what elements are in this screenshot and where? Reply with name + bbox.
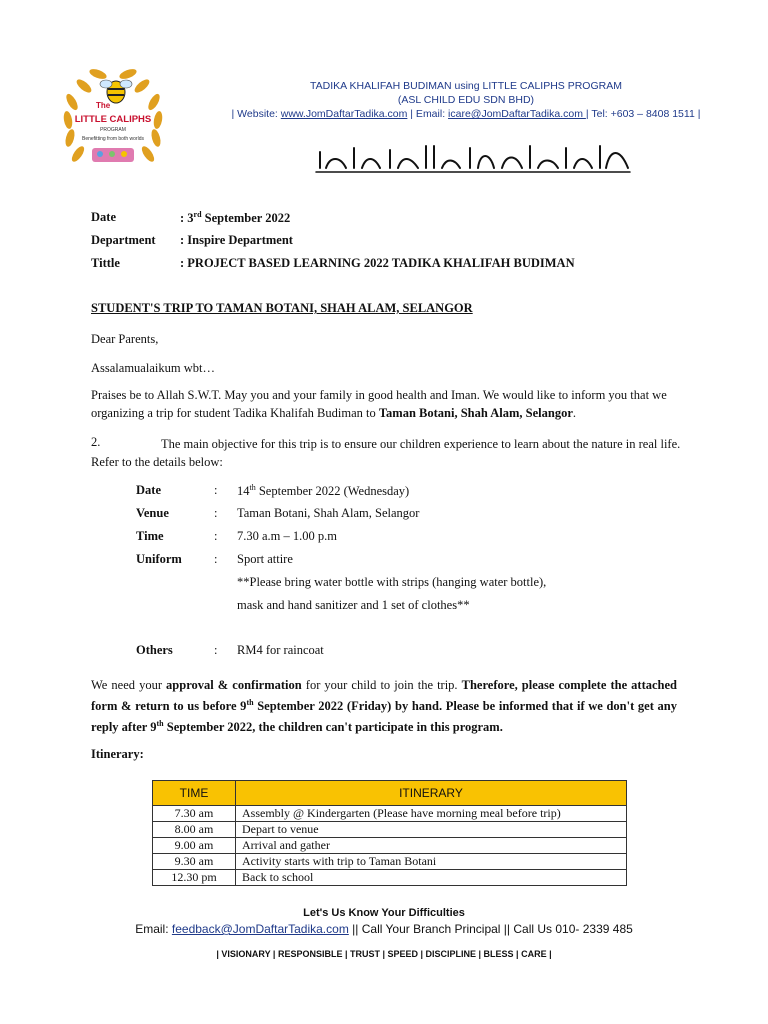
title-value: : PROJECT BASED LEARNING 2022 TADIKA KHALIFAH BUDIMAN [180,256,575,270]
paragraph-confirmation: We need your approval & confirmation for your child to join the trip. Therefore, please complete the attached form & return to us before 9th September 2022 (Friday) by hand. Please be informed that if we don't get any reply after 9th September 2022, the children can't participate in this program. [91,678,678,735]
detail-venue-value: Taman Botani, Shah Alam, Selangor [237,506,420,520]
tel-text: | Tel: +603 – 8408 1511 | [585,108,701,120]
logo-program-text: PROGRAM [100,127,126,133]
header-org-name: TADIKA KHALIFAH BUDIMAN using LITTLE CALIPHS PROGRAM [310,80,622,92]
feedback-email-link[interactable]: feedback@JomDaftarTadika.com [171,922,349,936]
paragraph-intro: Praises be to Allah S.W.T. May you and your family in good health and Iman. We would like to inform you that we organizing a trip for student Tadika Khalifah Budiman to Taman Botani, Shah Alam, Selangor. [91,388,667,420]
detail-uniform-label: Uniform [136,552,182,566]
row-time: 8.00 am [153,822,236,838]
footer-title: Let's Us Know Your Difficulties [303,907,465,919]
greeting: Assalamualaikum wbt… [91,361,215,375]
detail-date-value: 14th September 2022 (Wednesday) [237,483,410,499]
column-header-itinerary: ITINERARY [236,781,627,806]
detail-venue-label: Venue [136,506,169,520]
logo-the-text: The [96,101,111,110]
department-label: Department [91,233,156,247]
email-label: | Email: [407,108,449,120]
table-row [153,870,627,886]
detail-uniform-value: Sport attire [237,552,293,566]
school-logo [62,62,164,182]
website-link[interactable]: www.JomDaftarTadika.com [280,108,408,120]
detail-colon: : [214,643,218,657]
table-row [153,806,627,822]
salutation: Dear Parents, [91,332,159,346]
detail-note-line2: mask and hand sanitizer and 1 set of clothes** [237,598,470,612]
footer-contact: Email: feedback@JomDaftarTadika.com || Call Your Branch Principal || Call Us 010- 2339 485 [135,922,633,936]
website-label: | Website: [231,108,281,120]
itinerary-heading: Itinerary: [91,747,144,761]
itinerary-table [152,780,627,886]
detail-others-value: RM4 for raincoat [237,643,324,657]
logo-name-text: LITTLE CALIPHS [74,114,152,125]
date-label: Date [91,210,116,224]
detail-time-value: 7.30 a.m – 1.00 p.m [237,529,337,543]
detail-colon: : [214,506,218,520]
title-label: Tittle [91,256,120,270]
detail-colon: : [214,483,218,497]
email-link[interactable]: icare@JomDaftarTadika.com [448,108,586,120]
row-time: 12.30 pm [153,870,236,886]
logo-tagline-text: Benefitting from both worlds [82,136,144,142]
row-activity: Depart to venue [236,822,627,838]
detail-date-label: Date [136,483,161,497]
row-time: 9.30 am [153,854,236,870]
column-header-time: TIME [153,781,236,806]
row-time: 9.00 am [153,838,236,854]
arabic-calligraphy [310,138,635,176]
detail-time-label: Time [136,529,164,543]
header-company: (ASL CHILD EDU SDN BHD) [397,94,535,106]
table-row [153,822,627,838]
row-time: 7.30 am [153,806,236,822]
row-activity: Back to school [236,870,627,886]
date-value: : 3rd September 2022 [180,210,291,226]
detail-note-line1: **Please bring water bottle with strips (hanging water bottle), [237,575,547,589]
core-values: | VISIONARY | RESPONSIBLE | TRUST | SPEED | DISCIPLINE | BLESS | CARE | [216,949,552,959]
header-contact [216,108,716,121]
detail-colon: : [214,529,218,543]
row-activity: Activity starts with trip to Taman Botani [236,854,627,870]
detail-others-label: Others [136,643,173,657]
table-header-row [153,781,627,806]
detail-colon: : [214,552,218,566]
paragraph-number: 2. [91,435,101,449]
letter-subject: STUDENT'S TRIP TO TAMAN BOTANI, SHAH ALAM, SELANGOR [91,301,473,315]
row-activity: Arrival and gather [236,838,627,854]
department-value: : Inspire Department [180,233,293,247]
table-row [153,838,627,854]
row-activity: Assembly @ Kindergarten (Please have morning meal before trip) [236,806,627,822]
table-row [153,854,627,870]
paragraph-objective: The main objective for this trip is to ensure our children experience to learn about the nature in real life. Refer to the details below: [91,437,681,469]
